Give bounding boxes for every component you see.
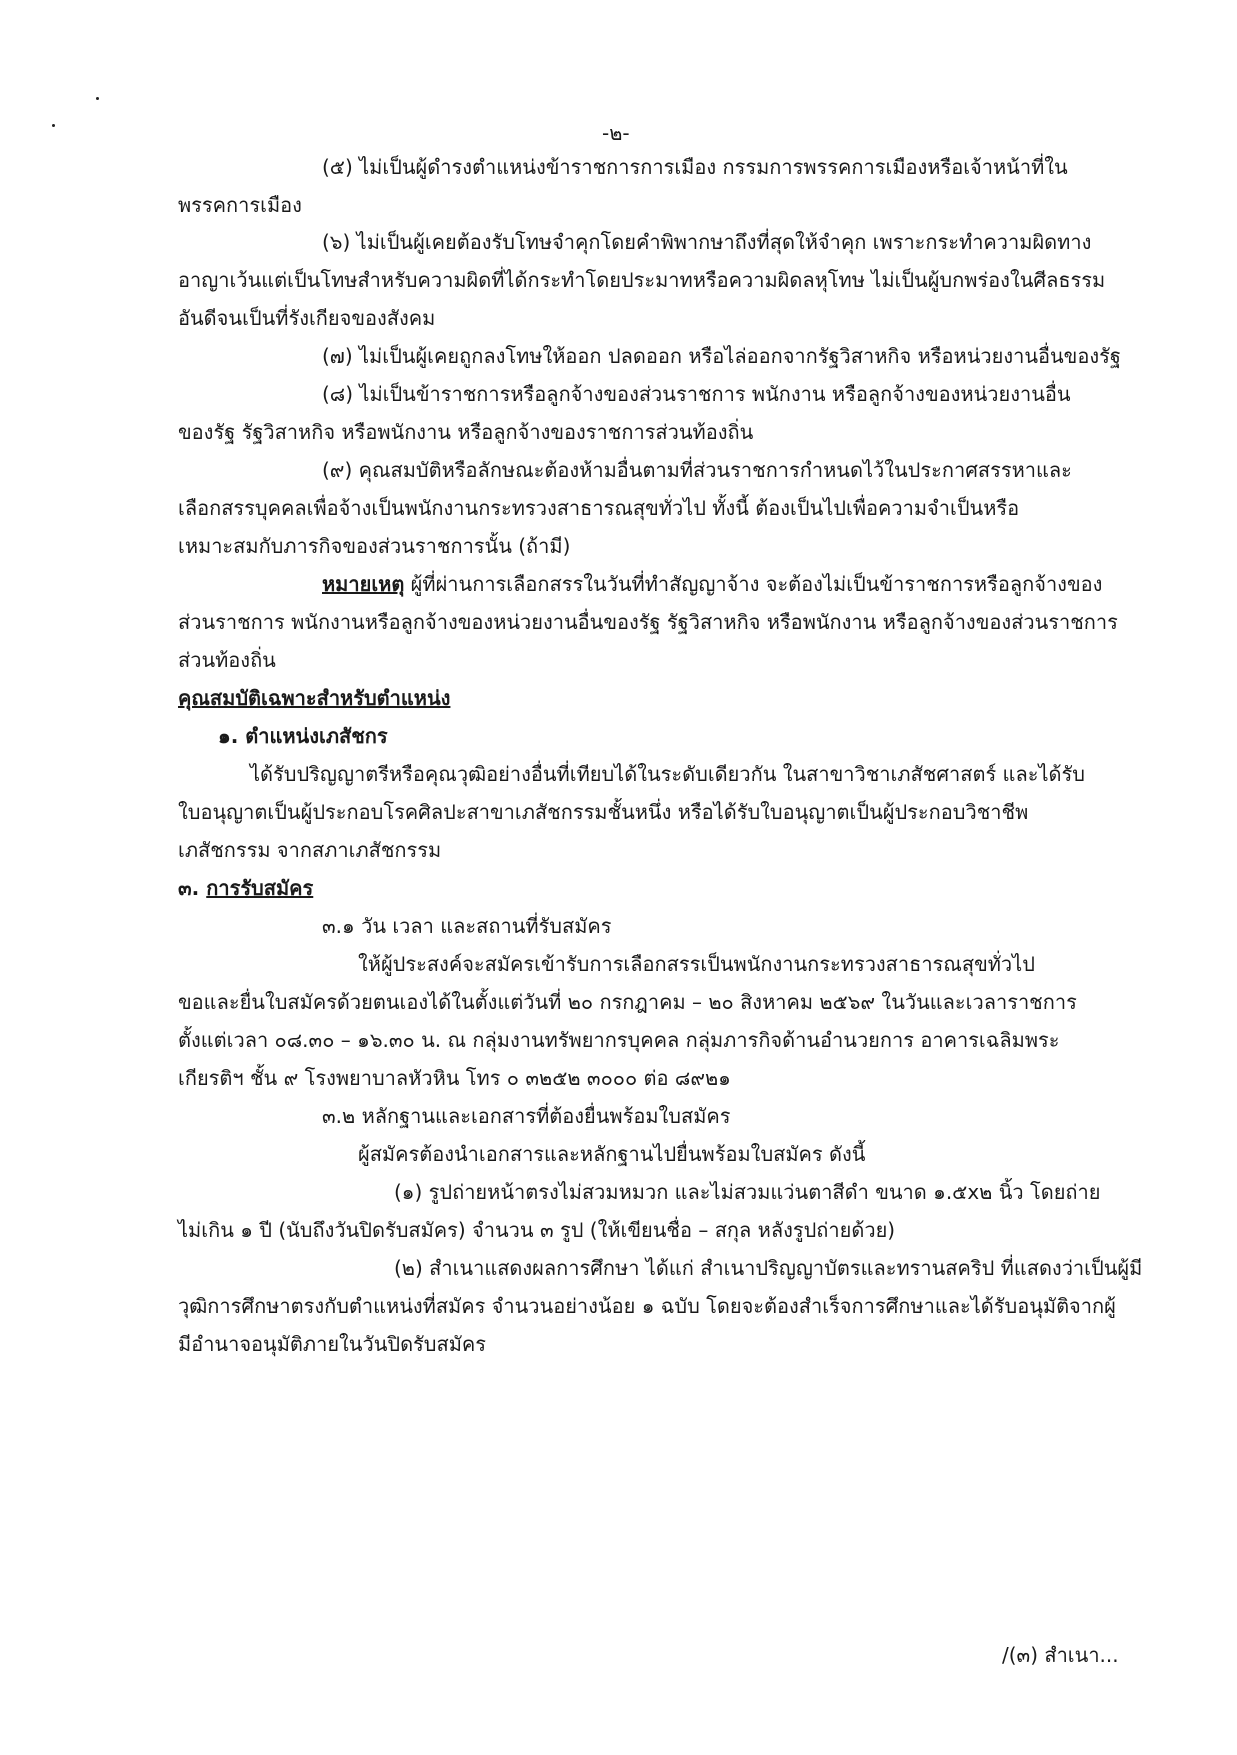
section-heading-application: [178, 873, 313, 903]
section-number: ๓.: [178, 876, 207, 900]
clause-5-line-2: พรรคการเมือง: [178, 193, 302, 217]
subsection-3-1-heading: ๓.๑ วัน เวลา และสถานที่รับสมัคร: [322, 914, 612, 938]
section-heading-qualifications: คุณสมบัติเฉพาะสำหรับตำแหน่ง: [178, 686, 451, 710]
pharmacist-qual-line-1: ได้รับปริญญาตรีหรือคุณวุฒิอย่างอื่นที่เทียบได้ในระดับเดียวกัน ในสาขาวิชาเภสัชศาสตร์ และได้รับ: [250, 762, 1085, 786]
pharmacist-qual-line-2: ใบอนุญาตเป็นผู้ประกอบโรคศิลปะสาขาเภสัชกรรมชั้นหนึ่ง หรือได้รับใบอนุญาตเป็นผู้ประกอบวิชาชีพ: [178, 800, 1029, 824]
section-title: การรับสมัคร: [206, 876, 314, 900]
remark-label: หมายเหตุ: [322, 572, 405, 596]
document-item-1-line-1: (๑) รูปถ่ายหน้าตรงไม่สวมหมวก และไม่สวมแว่นตาสีดำ ขนาด ๑.๕x๒ นิ้ว โดยถ่าย: [394, 1180, 1101, 1204]
application-line-2: ขอและยื่นใบสมัครด้วยตนเองได้ในตั้งแต่วันที่ ๒๐ กรกฎาคม – ๒๐ สิงหาคม ๒๕๖๙ ในวันและเวลาราชการ: [178, 990, 1077, 1014]
clause-5-line-1: (๕) ไม่เป็นผู้ดำรงตำแหน่งข้าราชการการเมือง กรรมการพรรคการเมืองหรือเจ้าหน้าที่ใน: [322, 155, 1068, 179]
clause-8-line-2: ของรัฐ รัฐวิสาหกิจ หรือพนักงาน หรือลูกจ้างของราชการส่วนท้องถิ่น: [178, 420, 754, 444]
clause-9-line-3: เหมาะสมกับภารกิจของส่วนราชการนั้น (ถ้ามี): [178, 534, 571, 558]
document-item-2-line-2: วุฒิการศึกษาตรงกับตำแหน่งที่สมัคร จำนวนอย่างน้อย ๑ ฉบับ โดยจะต้องสำเร็จการศึกษาและได้รับอนุมัติจากผู้: [178, 1294, 1116, 1318]
page-number: -๒-: [602, 121, 630, 145]
documents-intro: ผู้สมัครต้องนำเอกสารและหลักฐานไปยื่นพร้อมใบสมัคร ดังนี้: [358, 1142, 866, 1166]
pharmacist-qual-line-3: เภสัชกรรม จากสภาเภสัชกรรม: [178, 838, 442, 862]
position-heading-pharmacist: ๑. ตำแหน่งเภสัชกร: [218, 724, 388, 748]
document-item-2-line-3: มีอำนาจอนุมัติภายในวันปิดรับสมัคร: [178, 1332, 487, 1356]
remark-line-1: [322, 569, 1102, 599]
clause-7-line-1: (๗) ไม่เป็นผู้เคยถูกลงโทษให้ออก ปลดออก หรือไล่ออกจากรัฐวิสาหกิจ หรือหน่วยงานอื่นของรัฐ: [322, 344, 1121, 368]
document-item-2-line-1: (๒) สำเนาแสดงผลการศึกษา ได้แก่ สำเนาปริญญาบัตรและทรานสคริป ที่แสดงว่าเป็นผู้มี: [394, 1256, 1143, 1280]
continuation-footer: /(๓) สำเนา...: [1002, 1643, 1119, 1667]
clause-6-line-1: (๖) ไม่เป็นผู้เคยต้องรับโทษจำคุกโดยคำพิพากษาถึงที่สุดให้จำคุก เพราะกระทำความผิดทาง: [322, 230, 1092, 254]
scan-speck: [52, 124, 55, 127]
application-line-4: เกียรติฯ ชั้น ๙ โรงพยาบาลหัวหิน โทร ๐ ๓๒๕๒ ๓๐๐๐ ต่อ ๘๙๒๑: [178, 1066, 731, 1090]
subsection-3-2-heading: ๓.๒ หลักฐานและเอกสารที่ต้องยื่นพร้อมใบสมัคร: [322, 1104, 731, 1128]
clause-6-line-3: อันดีจนเป็นที่รังเกียจของสังคม: [178, 306, 436, 330]
clause-6-line-2: อาญาเว้นแต่เป็นโทษสำหรับความผิดที่ได้กระทำโดยประมาทหรือความผิดลหุโทษ ไม่เป็นผู้บกพร่องในศีลธรรม: [178, 268, 1106, 292]
remark-text: ผู้ที่ผ่านการเลือกสรรในวันที่ทำสัญญาจ้าง จะต้องไม่เป็นข้าราชการหรือลูกจ้างของ: [404, 572, 1103, 596]
application-line-3: ตั้งแต่เวลา ๐๘.๓๐ – ๑๖.๓๐ น. ณ กลุ่มงานทรัพยากรบุคคล กลุ่มภารกิจด้านอำนวยการ อาคารเฉลิมพระ: [178, 1028, 1060, 1052]
clause-8-line-1: (๘) ไม่เป็นข้าราชการหรือลูกจ้างของส่วนราชการ พนักงาน หรือลูกจ้างของหน่วยงานอื่น: [322, 382, 1071, 406]
remark-line-2: ส่วนราชการ พนักงานหรือลูกจ้างของหน่วยงานอื่นของรัฐ รัฐวิสาหกิจ หรือพนักงาน หรือลูกจ้างของส่วนราชการ: [178, 610, 1118, 634]
clause-9-line-1: (๙) คุณสมบัติหรือลักษณะต้องห้ามอื่นตามที่ส่วนราชการกำหนดไว้ในประกาศสรรหาและ: [322, 458, 1072, 482]
scan-speck: [96, 97, 99, 100]
document-item-1-line-2: ไม่เกิน ๑ ปี (นับถึงวันปิดรับสมัคร) จำนวน ๓ รูป (ให้เขียนชื่อ – สกุล หลังรูปถ่ายด้วย): [178, 1218, 896, 1242]
application-line-1: ให้ผู้ประสงค์จะสมัครเข้ารับการเลือกสรรเป็นพนักงานกระทรวงสาธารณสุขทั่วไป: [358, 952, 1035, 976]
remark-line-3: ส่วนท้องถิ่น: [178, 648, 276, 672]
clause-9-line-2: เลือกสรรบุคคลเพื่อจ้างเป็นพนักงานกระทรวงสาธารณสุขทั่วไป ทั้งนี้ ต้องเป็นไปเพื่อความจำเป็นหรือ: [178, 496, 1020, 520]
